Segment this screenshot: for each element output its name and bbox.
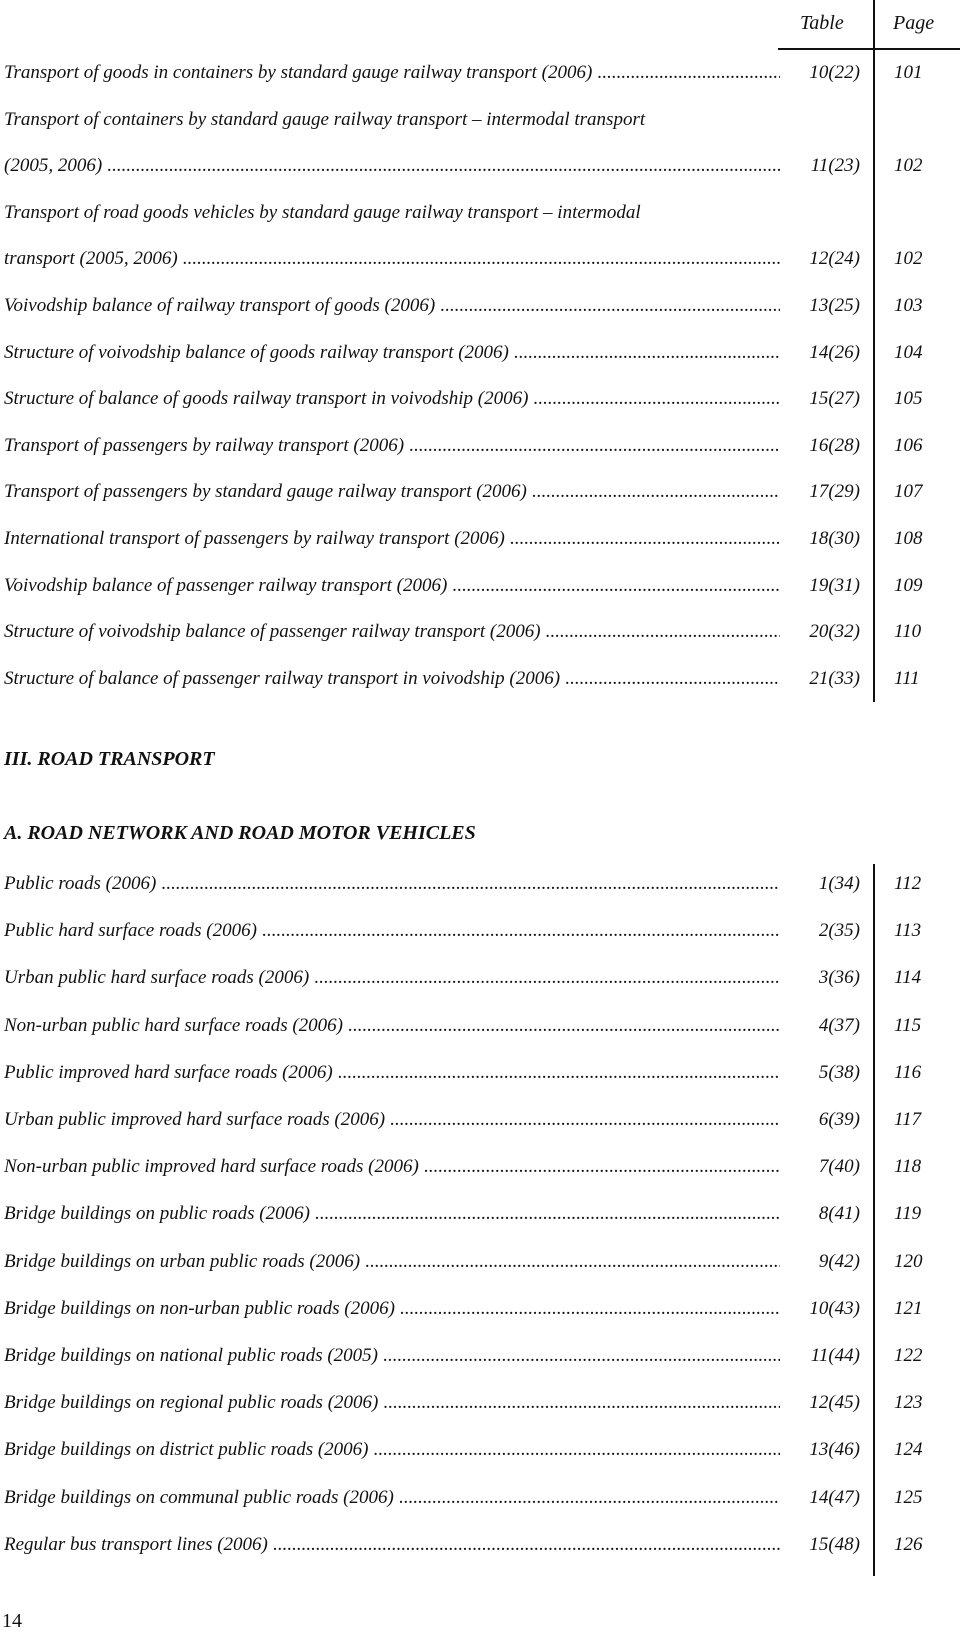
toc-entry-page-number: 104: [894, 341, 923, 363]
toc-entry-table-number: 4(37): [818, 1014, 860, 1036]
toc-entry: [4, 873, 960, 901]
toc-entry-title: Public hard surface roads (2006) .....: [4, 920, 780, 942]
toc-entry-page-number: 103: [894, 295, 923, 316]
toc-entry: [4, 202, 960, 230]
header-rule: [778, 48, 960, 50]
toc-entry-title: Structure of voivodship balance of goods railway transport (2006) .....: [4, 342, 780, 364]
toc-entry-page-number: 126: [894, 1533, 923, 1555]
toc-entry: [4, 1062, 960, 1090]
toc-entry-page-number: 117: [894, 1109, 922, 1130]
toc-entry-title: Non-urban public hard surface roads (2006) .....: [4, 1015, 780, 1037]
toc-entry-title: Transport of passengers by standard gauge railway transport (2006) .....: [4, 481, 780, 503]
toc-entry-title: Regular bus transport lines (2006) .....: [4, 1534, 780, 1556]
toc-entry-table-number: 14(47): [809, 1486, 860, 1508]
toc-entry: [4, 62, 960, 90]
toc-entry-title: Urban public improved hard surface roads (2006) .....: [4, 1109, 780, 1131]
toc-entry-title: Structure of balance of passenger railway transport in voivodship (2006) .....: [4, 668, 780, 690]
toc-entry-page-number: 114: [894, 967, 922, 989]
toc-entry: [4, 1251, 960, 1279]
toc-entry: [4, 1156, 960, 1184]
toc-entry-page-number: 121: [894, 1297, 923, 1319]
toc-entry-table-number: 5(38): [818, 1061, 860, 1083]
toc-entry-table-number: 8(41): [818, 1203, 860, 1225]
toc-entry: [4, 388, 960, 416]
page-number: 14: [2, 1610, 22, 1632]
toc-entry-page-number: 124: [894, 1439, 923, 1461]
toc-entry-table-number: 11(44): [810, 1345, 860, 1366]
toc-entry-title: Voivodship balance of railway transport of goods (2006) .....: [4, 295, 780, 317]
toc-entry-title: Bridge buildings on non-urban public roads (2006) .....: [4, 1298, 780, 1320]
toc-entry-title: Bridge buildings on public roads (2006) .....: [4, 1203, 780, 1225]
page-column-header: Page: [893, 12, 935, 34]
toc-entry-title: Public roads (2006) .....: [4, 873, 780, 895]
toc-entry-page-number: 108: [894, 528, 923, 549]
toc-entry-title: Bridge buildings on regional public roads (2006) .....: [4, 1392, 780, 1414]
toc-entry-title: Bridge buildings on communal public roads (2006) .....: [4, 1487, 780, 1509]
toc-entry-table-number: 10(22): [809, 62, 860, 83]
toc-entry-page-number: 119: [894, 1203, 922, 1225]
toc-entry: [4, 155, 960, 183]
toc-entry-title: Non-urban public improved hard surface roads (2006) .....: [4, 1156, 780, 1178]
toc-entry: [4, 1298, 960, 1326]
toc-entry-table-number: 7(40): [818, 1156, 860, 1178]
toc-entry-page-number: 106: [894, 434, 923, 456]
toc-entry-title: International transport of passengers by railway transport (2006) .....: [4, 528, 780, 550]
toc-entry: [4, 621, 960, 649]
toc-entry-title: Bridge buildings on urban public roads (2006) .....: [4, 1251, 780, 1273]
toc-entry-table-number: 15(48): [809, 1533, 860, 1555]
toc-entry: [4, 575, 960, 603]
toc-entry-table-number: 15(27): [809, 388, 860, 410]
toc-entry-table-number: 10(43): [809, 1297, 860, 1319]
toc-entry-table-number: 3(36): [818, 967, 860, 989]
toc-entry-table-number: 2(35): [818, 920, 860, 942]
toc-entry: [4, 342, 960, 370]
toc-entry-title: Transport of road goods vehicles by standard gauge railway transport – intermodal: [4, 201, 641, 223]
toc-entry-title: Public improved hard surface roads (2006) .....: [4, 1062, 780, 1084]
toc-entry-table-number: 9(42): [818, 1250, 860, 1272]
toc-entry: [4, 1439, 960, 1467]
toc-entry-table-number: 13(46): [809, 1439, 860, 1461]
toc-entry-page-number: 115: [894, 1014, 922, 1036]
toc-entry-page-number: 102: [894, 248, 923, 270]
toc-entry: [4, 435, 960, 463]
toc-entry-page-number: 107: [894, 481, 923, 503]
toc-entry: [4, 1392, 960, 1420]
toc-entry-title: Bridge buildings on national public roads (2005) .....: [4, 1345, 780, 1367]
toc-entry: [4, 295, 960, 323]
toc-entry-table-number: 1(34): [818, 873, 860, 894]
toc-entry-page-number: 125: [894, 1486, 923, 1508]
toc-entry: [4, 481, 960, 509]
toc-entry-title: Transport of passengers by railway transport (2006) .....: [4, 435, 780, 457]
toc-entry: [4, 109, 960, 137]
toc-entry-table-number: 12(24): [809, 248, 860, 270]
toc-entry-table-number: 17(29): [809, 481, 860, 503]
toc-entry: [4, 248, 960, 276]
toc-entry-page-number: 123: [894, 1392, 923, 1414]
toc-entry: [4, 1534, 960, 1562]
toc-entry-page-number: 122: [894, 1345, 923, 1366]
toc-entry-title: transport (2005, 2006) .....: [4, 248, 780, 270]
toc-entry-title: Transport of containers by standard gauge railway transport – intermodal transport: [4, 108, 646, 130]
toc-entry: [4, 920, 960, 948]
toc-entry-table-number: 16(28): [809, 434, 860, 456]
toc-entry-table-number: 6(39): [818, 1109, 860, 1130]
toc-entry-page-number: 111: [894, 667, 920, 689]
toc-entry: [4, 528, 960, 556]
section-heading: III. ROAD TRANSPORT: [4, 748, 215, 770]
toc-entry-page-number: 112: [894, 873, 922, 894]
subsection-heading: A. ROAD NETWORK AND ROAD MOTOR VEHICLES: [4, 822, 476, 844]
toc-entry: [4, 1203, 960, 1231]
toc-entry-page-number: 118: [894, 1156, 922, 1178]
toc-entry-table-number: 21(33): [809, 667, 860, 689]
toc-entry: [4, 967, 960, 995]
toc-entry-title: Structure of voivodship balance of passenger railway transport (2006) .....: [4, 621, 780, 643]
toc-entry-page-number: 116: [894, 1061, 922, 1083]
toc-entry-title: Bridge buildings on district public roads (2006) .....: [4, 1439, 780, 1461]
toc-entry-page-number: 113: [894, 920, 922, 942]
toc-entry-table-number: 18(30): [809, 528, 860, 549]
toc-entry: [4, 668, 960, 696]
toc-entry-page-number: 102: [894, 155, 923, 177]
toc-entry-page-number: 109: [894, 574, 923, 596]
toc-entry: [4, 1345, 960, 1373]
toc-entry-table-number: 13(25): [809, 295, 860, 316]
toc-entry-table-number: 14(26): [809, 341, 860, 363]
toc-entry-title: Voivodship balance of passenger railway transport (2006) .....: [4, 575, 780, 597]
toc-entry-page-number: 101: [894, 62, 923, 83]
toc-entry: [4, 1487, 960, 1515]
table-column-header: Table: [800, 12, 844, 34]
toc-entry-title: Transport of goods in containers by standard gauge railway transport (2006) .....: [4, 62, 780, 84]
toc-entry-title: Urban public hard surface roads (2006) .....: [4, 967, 780, 989]
toc-entry-title: (2005, 2006) .....: [4, 155, 780, 177]
toc-entry: [4, 1109, 960, 1137]
toc-entry-table-number: 11(23): [810, 155, 860, 177]
toc-entry-page-number: 105: [894, 388, 923, 410]
toc-entry-table-number: 20(32): [809, 621, 860, 643]
toc-entry-table-number: 12(45): [809, 1392, 860, 1414]
toc-entry-page-number: 110: [894, 621, 922, 643]
toc-entry: [4, 1015, 960, 1043]
toc-entry-title: Structure of balance of goods railway transport in voivodship (2006) .....: [4, 388, 780, 410]
toc-entry-page-number: 120: [894, 1250, 923, 1272]
toc-entry-table-number: 19(31): [809, 574, 860, 596]
